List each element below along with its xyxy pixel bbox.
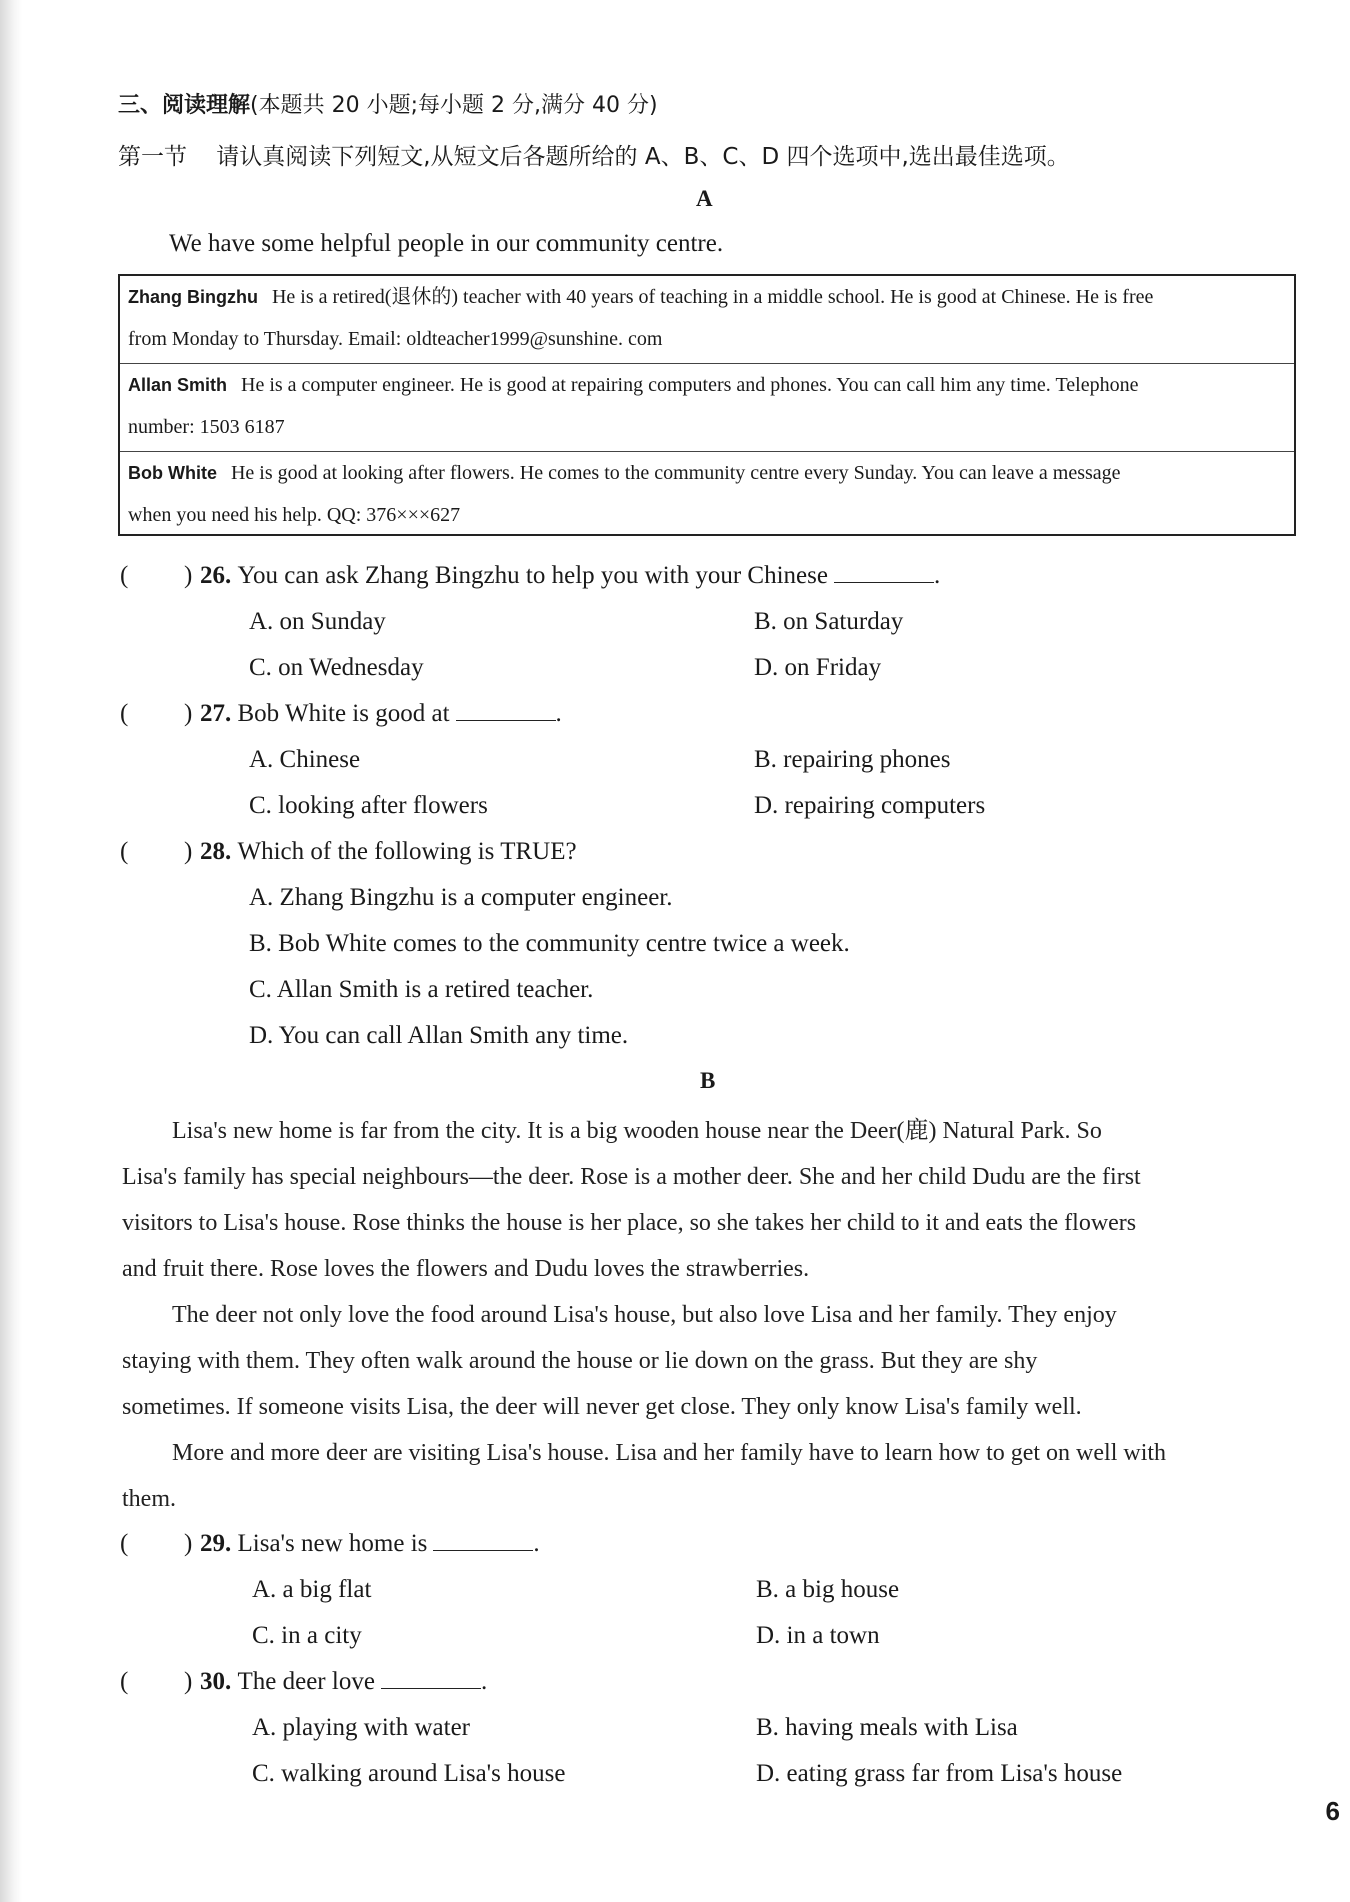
answer-paren-close: ) <box>184 1530 193 1557</box>
question-stem: The deer love <box>237 1668 375 1695</box>
helper-entry <box>120 364 1294 452</box>
question-26 <box>200 562 940 590</box>
section-note: (本题共 20 小题;每小题 2 分,满分 40 分) <box>250 93 658 118</box>
answer-paren-open: ( <box>120 562 129 589</box>
helper-desc-cont: number: 1503 6187 <box>128 416 285 438</box>
option-c: C. walking around Lisa's house <box>252 1760 566 1787</box>
question-stem: Bob White is good at <box>237 700 450 727</box>
option-d: D. in a town <box>756 1622 880 1649</box>
passage-b-line: Lisa's family has special neighbours—the deer. Rose is a mother deer. She and her child Dudu are the first <box>122 1164 1141 1190</box>
question-number: 30. <box>200 1668 232 1695</box>
question-stem: Which of the following is TRUE? <box>237 838 577 865</box>
question-end: . <box>480 1668 488 1695</box>
option-d: D. repairing computers <box>754 792 986 819</box>
passage-b-line: The deer not only love the food around Lisa's house, but also love Lisa and her family. They enjoy <box>172 1302 1117 1328</box>
helper-name: Bob White <box>128 463 217 483</box>
option-c: C. on Wednesday <box>249 654 424 681</box>
helper-desc-cont: when you need his help. QQ: 376×××627 <box>128 504 461 526</box>
question-number: 26. <box>200 562 232 589</box>
helper-entry <box>120 452 1294 536</box>
option-a: A. on Sunday <box>249 608 386 635</box>
option-c: C. in a city <box>252 1622 362 1649</box>
answer-paren-open: ( <box>120 700 129 727</box>
subsection-instruction <box>118 138 1070 171</box>
option-b: B. Bob White comes to the community centre twice a week. <box>249 930 850 957</box>
option-a: A. playing with water <box>252 1714 471 1741</box>
answer-paren-open: ( <box>120 838 129 865</box>
answer-paren-close: ) <box>184 1668 193 1695</box>
option-d: D. eating grass far from Lisa's house <box>756 1760 1123 1787</box>
option-a: A. a big flat <box>252 1576 372 1603</box>
answer-paren-close: ) <box>184 700 193 727</box>
option-c: C. looking after flowers <box>249 792 488 819</box>
question-end: . <box>555 700 562 727</box>
answer-paren-close: ) <box>184 838 193 865</box>
helper-desc: He is good at looking after flowers. He comes to the community centre every Sunday. You can leave a message <box>230 462 1121 484</box>
helper-entry <box>120 276 1294 364</box>
question-end: . <box>933 562 941 589</box>
option-c: C. Allan Smith is a retired teacher. <box>249 976 594 1003</box>
question-number: 27. <box>200 700 232 727</box>
option-b: B. repairing phones <box>754 746 951 773</box>
helper-name: Allan Smith <box>128 375 228 395</box>
answer-blank <box>381 1668 481 1689</box>
section-heading <box>118 88 658 119</box>
question-28 <box>200 838 577 866</box>
passage-b-line: Lisa's new home is far from the city. It is a big wooden house near the Deer(鹿) Natural Park. So <box>172 1118 1102 1144</box>
helper-desc: He is a retired(退休的) teacher with 40 years of teaching in a middle school. He is good at Chinese. He is free <box>271 286 1154 308</box>
passage-a-letter: A <box>696 186 713 211</box>
subsection-text: 请认真阅读下列短文,从短文后各题所给的 A、B、C、D 四个选项中,选出最佳选项。 <box>216 144 1070 170</box>
passage-b-line: staying with them. They often walk around the house or lie down on the grass. But they are shy <box>122 1348 1038 1374</box>
section-title: 三、阅读理解 <box>118 93 251 118</box>
helper-desc: He is a computer engineer. He is good at repairing computers and phones. You can call him any time. Telephone <box>241 374 1139 396</box>
answer-blank <box>433 1530 533 1551</box>
option-a: A. Chinese <box>249 746 361 773</box>
helper-desc-cont: from Monday to Thursday. Email: oldteacher1999@sunshine. com <box>128 328 663 350</box>
passage-b-line: sometimes. If someone visits Lisa, the deer will never get close. They only know Lisa's family well. <box>122 1394 1082 1420</box>
passage-b-line: visitors to Lisa's house. Rose thinks the house is her place, so she takes her child to it and eats the flowers <box>122 1210 1137 1236</box>
passage-b-line: and fruit there. Rose loves the flowers and Dudu loves the strawberries. <box>122 1256 810 1282</box>
passage-b-line: them. <box>122 1486 176 1512</box>
answer-paren-close: ) <box>184 562 193 589</box>
question-29 <box>200 1530 540 1558</box>
question-stem: Lisa's new home is <box>237 1530 428 1557</box>
option-b: B. a big house <box>756 1576 900 1603</box>
answer-blank <box>456 700 556 721</box>
option-a: A. Zhang Bingzhu is a computer engineer. <box>249 884 673 911</box>
passage-b-line: More and more deer are visiting Lisa's house. Lisa and her family have to learn how to get on well with <box>172 1440 1167 1466</box>
page-number: 6 <box>1325 1796 1340 1826</box>
answer-paren-open: ( <box>120 1668 129 1695</box>
question-stem: You can ask Zhang Bingzhu to help you with your Chinese <box>237 562 828 589</box>
answer-blank <box>834 562 934 583</box>
passage-b-letter: B <box>700 1068 716 1093</box>
option-d: D. You can call Allan Smith any time. <box>249 1022 629 1049</box>
question-30 <box>200 1668 487 1696</box>
helper-name: Zhang Bingzhu <box>128 287 258 307</box>
question-27 <box>200 700 562 728</box>
question-number: 28. <box>200 838 232 865</box>
option-b: B. on Saturday <box>754 608 904 635</box>
option-d: D. on Friday <box>754 654 882 681</box>
subsection-label: 第一节 <box>118 144 187 170</box>
question-end: . <box>533 1530 540 1557</box>
answer-paren-open: ( <box>120 1530 129 1557</box>
helpers-info-box <box>118 274 1296 536</box>
passage-a-intro: We have some helpful people in our community centre. <box>169 230 724 257</box>
option-b: B. having meals with Lisa <box>756 1714 1018 1741</box>
question-number: 29. <box>200 1530 232 1557</box>
